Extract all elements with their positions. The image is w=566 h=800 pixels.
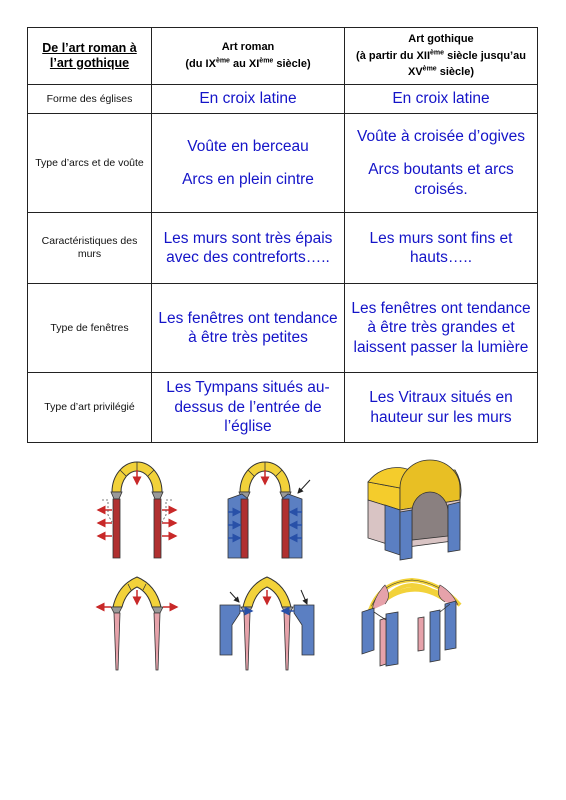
row-label: Caractéristiques des murs [28, 213, 152, 284]
gothic-value: En croix latine [345, 85, 538, 114]
gothic-value: Les murs sont fins et hauts….. [345, 213, 538, 284]
roman-vault-text: Voûte en berceau [187, 137, 309, 155]
table-row-church-shape [28, 85, 538, 114]
header-gothic-title: Art gothique [408, 32, 474, 45]
roman-value [152, 114, 345, 213]
roman-value: Les fenêtres ont tendance à être très petites [152, 284, 345, 373]
table-title: De l’art roman à l’art gothique [28, 28, 152, 85]
gothic-vault-text: Voûte à croisée d’ogives [356, 127, 526, 145]
header-row [28, 28, 538, 85]
gothic-value [345, 114, 538, 213]
header-roman-period: (du IXème au XIème siècle) [185, 57, 311, 70]
gothic-value: Les Vitraux situés en hauteur sur les murs [345, 373, 538, 443]
gothic-arch-text: Arcs boutants et arcs croisés. [368, 161, 514, 198]
romanesque-arch-buttress-icon [228, 462, 310, 558]
gothic-value: Les fenêtres ont tendance à être très grandes et laissent passer la lumière [345, 284, 538, 373]
romanesque-arch-forces-icon [98, 462, 176, 558]
roman-value: Les murs sont très épais avec des contreforts….. [152, 213, 345, 284]
gothic-flying-buttress-icon [220, 577, 314, 670]
roman-value: Les Tympans situés au-dessus de l’entrée de l’église [152, 373, 345, 443]
row-label: Forme des églises [28, 85, 152, 114]
roman-value: En croix latine [152, 85, 345, 114]
barrel-vault-3d-icon [368, 460, 461, 560]
header-roman-title: Art roman [221, 41, 275, 54]
header-gothic [345, 28, 538, 85]
row-label: Type d’art privilégié [28, 373, 152, 443]
table-row-windows [28, 284, 538, 373]
row-label: Type d’arcs et de voûte [28, 114, 152, 213]
table-row-arches-vaults [28, 114, 538, 213]
table-row-art-type [28, 373, 538, 443]
comparison-table [27, 27, 538, 443]
header-gothic-period: (à partir du XIIème siècle jusqu’au XVème siècle) [356, 48, 526, 79]
table-row-walls [28, 213, 538, 284]
rib-vault-3d-icon [362, 580, 460, 666]
gothic-arch-forces-icon [97, 577, 177, 670]
roman-arch-text: Arcs en plein cintre [182, 171, 314, 188]
header-roman [152, 28, 345, 85]
row-label: Type de fenêtres [28, 284, 152, 373]
